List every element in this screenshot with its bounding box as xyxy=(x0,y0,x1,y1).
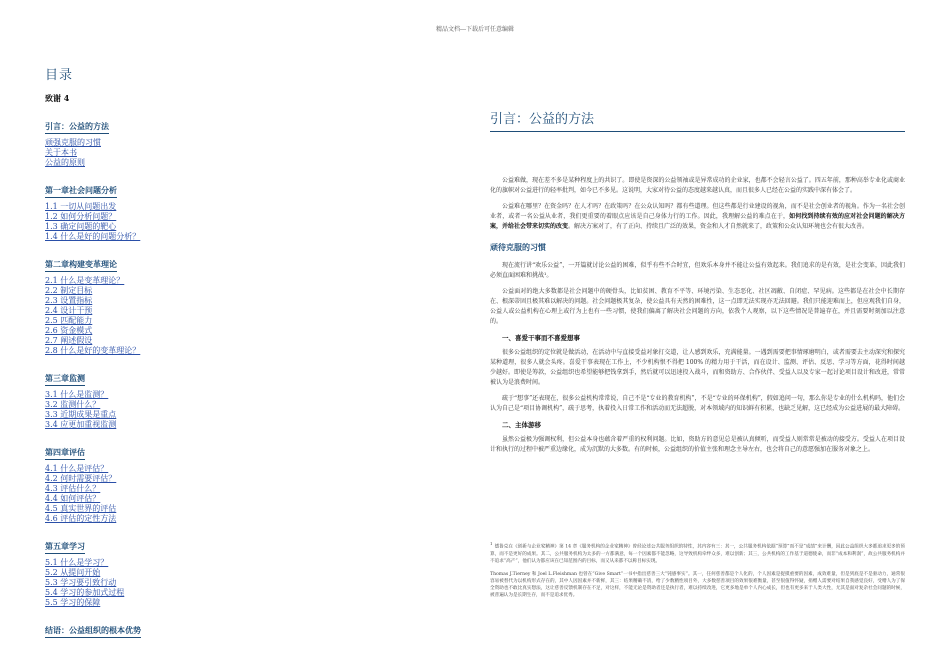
subsection-paragraph: 很多公益组织的定位就是做活动，在活动中与直接受益对象打交道，让人感到欢乐，充满能量。一遇到需要把事情琢磨明白，或者需要去主动深究和探究某种道理，很多人就会头疼。喜爱干事表现在工作上，不少机构恨不得把 100% 的精力用于干活，而在设计、监测、评估、反思、学习等方面，花得时间越少越好。即使是筹款，公益组织也希望能够把钱拿到手，然后就可以迅速投入战斗，而和资助方、合作伙伴、受益人以及专家一起讨论项目设计和改进，常常被认为是浪费时间。 xyxy=(490,349,905,386)
toc-section-heading[interactable]: 第四章评估 xyxy=(45,447,85,460)
footnote: Thomas J.Tierney 和 Joel L.Fleishman 也曾在“Give Smart”一书中指出慈善三大“钝感事实”。其一，任何慈善都是个人化的，个人因素是捉摸重要的因素，成效难量，但是到底是不是驱动力，通常很容易被替代为以机构形式存在的，其中人因因素并不新鲜，其三：结果精确不清，给了少数精性项目外，大多数慈善项目的效果很难衡量，甚至很值得怀疑，捐赠人需要对结果自我感觉良好，受赠人为了保全资助也不敢比真实想法，这让慈善反馈机制存在不足，对这样，不能无论是资助者还是执行者，难以持续改进，它更多地是单个人内心成长，但也有更多来于人类大性，尤其是面对复杂社会问题的时候，被普遍认为是长期生存，而不是追求优秀。 xyxy=(490,571,905,598)
toc-link[interactable]: 1.2 如何分析问题？ xyxy=(45,212,117,221)
toc-link[interactable]: 2.4 设计干预 xyxy=(45,306,93,315)
toc-section xyxy=(45,178,250,242)
toc-link[interactable]: 2.5 匹配能力 xyxy=(45,316,93,325)
toc-section-heading[interactable]: 第一章社会问题分析 xyxy=(45,185,117,198)
intro-paragraph xyxy=(490,202,905,232)
toc-link[interactable]: 4.1 什么是评估？ xyxy=(45,464,109,473)
toc-link[interactable]: 1.3 确定问题的靶心 xyxy=(45,222,117,231)
toc-link[interactable]: 3.3 近期成果是重点 xyxy=(45,410,117,419)
intro-paragraph: 公益难做，现在差不多是某种程度上的共识了。即使是资深的公益领袖或是异常成功的企业家，也都不会轻言公益了。四五年前，那种高举专业化或商业化的旗帜对公益进行的轻率批判，如今已不多见。这说明，大家对待公益的态度越来越认真，而且很多人已经在公益的实践中深有体会了。 xyxy=(490,177,905,194)
toc-acknowledgements[interactable]: 致谢 4 xyxy=(45,93,70,103)
toc-section-heading[interactable]: 第三章监测 xyxy=(45,373,85,386)
toc-link[interactable]: 1.1 一切从问题出发 xyxy=(45,202,117,211)
toc-section-heading[interactable]: 引言：公益的方法 xyxy=(45,121,109,134)
toc-link[interactable]: 4.3 评估什么？ xyxy=(45,484,101,493)
toc-section xyxy=(45,440,250,524)
toc-section-heading[interactable]: 第二章构建变革理论 xyxy=(45,259,117,272)
toc-section-heading[interactable]: 结语：公益组织的根本优势 xyxy=(45,625,141,638)
toc-link[interactable]: 2.3 设置指标 xyxy=(45,296,93,305)
toc-link[interactable]: 4.4 如何评估？ xyxy=(45,494,101,503)
toc-link[interactable]: 5.4 学习的参加式过程 xyxy=(45,588,125,597)
table-of-contents xyxy=(45,64,250,652)
toc-sections xyxy=(45,114,250,642)
toc-section xyxy=(45,534,250,608)
toc-link[interactable]: 3.2 监测什么？ xyxy=(45,400,101,409)
footnote-text: 德鲁克在《创新与企业家精神》第 14 章《服务机构的企业家精神》曾经论述公共服务组织的特性，其内容有三：其一，公共服务机构依据“预算”而不是“成绩”来计酬，因此公益组织大多都追求更多的预算，而不是更好的成果。其二，公共服务机构为太多的一方都满意，每一个因素都不能忽略，这导致机构牵绊众多，难以创新；其三，公共机构的工作基于道德使命，而非“成本和利润”，故公共服务机构并不追求“高产”，他们认为都应该在已知范围内的目标，而又从来都不以称目标实现。 xyxy=(490,544,905,564)
toc-link[interactable]: 5.2 从提问开始 xyxy=(45,568,101,577)
toc-section-heading[interactable]: 第五章学习 xyxy=(45,541,85,554)
intro-bold-text: 如何找到持续有效的应对社会问题的解决方案，并给社会带来切实的改变 xyxy=(490,213,905,230)
main-title: 引言：公益的方法 xyxy=(490,108,905,132)
toc-section xyxy=(45,366,250,430)
toc-section xyxy=(45,252,250,356)
subsection-paragraph: 虽然公益极为强调权利，但公益本身也蕴含着严重的权利问题。比如，资助方的意见总是被认真倾听，而受益人则常常是被动的接受方。受益人在项目设计和执行的过程中被严重边缘化，成为沉默的大多数。有的时候，公益组织的价值主张和理念主导左右，也会将自己的意愿强加在服务对象之上。 xyxy=(490,436,905,453)
toc-link[interactable]: 2.1 什么是变革理论？ xyxy=(45,276,125,285)
toc-link[interactable]: 4.2 何时需要评估？ xyxy=(45,474,117,483)
toc-link[interactable]: 4.6 评估的定性方法 xyxy=(45,514,117,523)
section-paragraph: 公益面对的绝大多数都是社会问题中的硬骨头，比如贫困、教育不平等、环境污染、生态恶化、社区凋敝、自闭症、罕见病。这些都是在社会中长期存在、根深蒂固且极其难以解决的问题。社会问题极其复杂，使公益具有天然的困难性，这一点即无法实现亦无法回避。我们只能迎难而上，但应观我们自身，公益人或公益机构在心理上或行为上也有一些习惯，使我们偏离了解决社会问题的方向，依我个人观察，以下这些情况是普遍存在，并且需要时刻加以注意的。 xyxy=(490,288,905,325)
toc-link[interactable]: 2.2 制定目标 xyxy=(45,286,93,295)
toc-section xyxy=(45,618,250,642)
toc-link[interactable]: 3.4 应更加重视监测 xyxy=(45,420,117,429)
toc-link[interactable]: 1.4 什么是好的问题分析？ xyxy=(45,232,141,241)
footnote-marker: 1 xyxy=(490,541,493,546)
toc-link[interactable]: 4.5 真实世界的评估 xyxy=(45,504,117,513)
toc-title: 目录 xyxy=(45,68,74,83)
header-note: 精品文档---下载后可任意编辑 xyxy=(435,26,515,33)
main-content xyxy=(490,108,905,461)
intro-text: 公益难在哪里？在资金吗？在人才吗？在政策吗？在公众认知吗？都有些道理。但这些都是行业建设的视角，而不是社会创业者的视角。作为一名社会创业者，或者一名公益从业者，我们更重要的着眼点应该是自己身体力行的工作。因此，我理解公益的难点在于， xyxy=(490,203,905,220)
section-title: 顽待克服的习惯 xyxy=(490,242,546,252)
toc-link[interactable]: 公益的原则 xyxy=(45,158,85,167)
intro-tail-text: 。解决方案对了，有了正向、持续且广泛的效果，资金和人才自然就来了，政策和公众认知环境也会有很大改善。 xyxy=(568,223,869,230)
toc-link[interactable]: 5.3 学习要引致行动 xyxy=(45,578,117,587)
toc-link[interactable]: 2.6 资金模式 xyxy=(45,326,93,335)
subsection-paragraph: 疏于“想事”还表现在，很多公益机构常常说，自己不是“专业的教育机构”，不是“专业的环保机构”，假如追问一句，那么你是专业的什么机构吗，他们会认为自己是“项目协调机构”，疏于思考，执着投入日常工作和活动而无法超脱，对本领域内的知识鲜有积累，也缺乏见解，这已经成为公益进展的最大障碍。 xyxy=(490,395,905,412)
footnotes xyxy=(490,540,905,605)
toc-link[interactable]: 顽强克服的习惯 xyxy=(45,138,101,147)
toc-link[interactable]: 2.7 阐述假设 xyxy=(45,336,93,345)
toc-link[interactable]: 3.1 什么是监测？ xyxy=(45,390,109,399)
footnote xyxy=(490,540,905,565)
toc-link[interactable]: 2.8 什么是好的变革理论？ xyxy=(45,346,141,355)
section-paragraph: 现在流行讲“欢乐公益”，一开篇就讨论公益的困难，似乎有些不合时宜，但欢乐本身并不能让公益有效起来。我们追求的是有效，是社会变革，因此我们必须直面困难和挑战¹。 xyxy=(490,262,905,279)
subsection-title: 一、喜爱干事而不喜爱想事 xyxy=(502,334,580,342)
toc-section xyxy=(45,114,250,168)
toc-link[interactable]: 5.1 什么是学习？ xyxy=(45,558,109,567)
subsection-title: 二、主体游移 xyxy=(502,421,541,429)
toc-link[interactable]: 5.5 学习的保障 xyxy=(45,598,101,607)
toc-link[interactable]: 关于本书 xyxy=(45,148,77,157)
